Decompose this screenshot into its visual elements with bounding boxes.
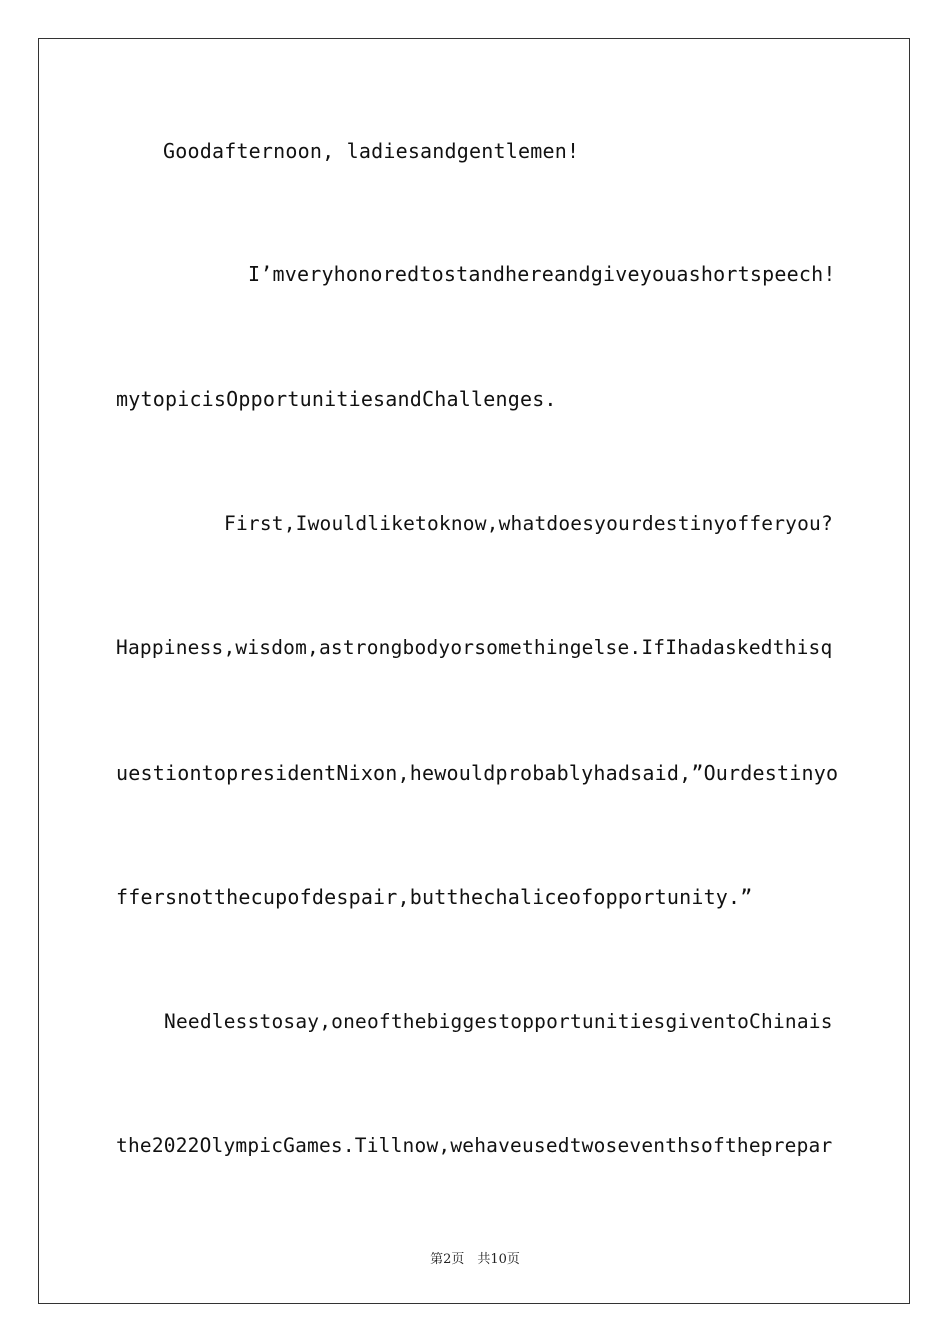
paragraph-line-7: ffersnotthecupofdespair,butthechaliceofopportunity.”	[116, 885, 753, 909]
paragraph-line-8: Needlesstosay,oneofthebiggestopportunitiesgiventoChinais	[164, 1010, 833, 1033]
paragraph-line-2: I’mveryhonoredtostandhereandgiveyouashortspeech!	[248, 262, 836, 286]
page-number-footer: 第2页 共10页	[430, 1252, 520, 1267]
paragraph-line-1: Goodafternoon, ladiesandgentlemen!	[163, 139, 580, 163]
paragraph-line-9: the2022OlympicGames.Tillnow,wehaveusedtwoseventhsoftheprepar	[116, 1134, 833, 1157]
page-border	[38, 38, 910, 1304]
paragraph-line-5: Happiness,wisdom,astrongbodyorsomethingelse.IfIhadaskedthisq	[116, 636, 833, 659]
paragraph-line-6: uestiontopresidentNixon,hewouldprobablyhadsaid,”Ourdestinyo	[116, 761, 839, 785]
paragraph-line-3: mytopicisOpportunitiesandChallenges.	[116, 387, 557, 411]
paragraph-line-4: First,Iwouldliketoknow,whatdoesyourdestinyofferyou?	[224, 512, 833, 535]
